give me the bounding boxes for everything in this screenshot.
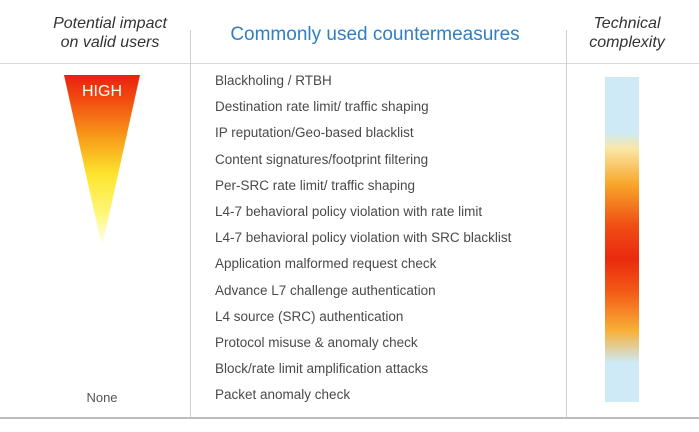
countermeasure-item: IP reputation/Geo-based blacklist <box>215 125 414 141</box>
countermeasure-item: Blackholing / RTBH <box>215 73 332 88</box>
countermeasure-item: Protocol misuse & anomaly check <box>215 334 418 350</box>
complexity-gradient-bar <box>605 77 639 402</box>
countermeasure-item: Application malformed request check <box>215 256 437 272</box>
complexity-column-header <box>572 14 682 52</box>
countermeasure-item: Advance L7 challenge authentication <box>215 282 436 298</box>
countermeasure-item: L4-7 behavioral policy violation with rate limit <box>215 203 483 219</box>
complexity-header-line2: complexity <box>589 34 665 51</box>
countermeasure-item: Block/rate limit amplification attacks <box>215 361 429 377</box>
countermeasure-item: Content signatures/footprint filtering <box>215 151 429 167</box>
complexity-header-line1: Technical <box>593 15 661 32</box>
impact-header-line2: on valid users <box>60 34 160 51</box>
impact-none-label: None <box>86 390 118 405</box>
header-divider <box>0 63 699 64</box>
impact-column-header <box>40 14 180 52</box>
countermeasures-list <box>215 72 511 412</box>
countermeasure-item: L4 source (SRC) authentication <box>215 308 404 324</box>
countermeasure-item: Packet anomaly check <box>215 387 351 403</box>
column-divider-left <box>190 30 191 418</box>
countermeasure-item: Per-SRC rate limit/ traffic shaping <box>215 177 416 193</box>
column-divider-right <box>566 30 567 418</box>
countermeasure-item: L4-7 behavioral policy violation with SRC blacklist <box>215 230 512 246</box>
impact-header-line1: Potential impact <box>53 15 167 32</box>
bottom-rule <box>0 417 699 419</box>
countermeasure-item: Destination rate limit/ traffic shaping <box>215 99 429 115</box>
countermeasures-column-header: Commonly used countermeasures <box>230 24 520 45</box>
impact-high-label: HIGH <box>82 83 122 100</box>
